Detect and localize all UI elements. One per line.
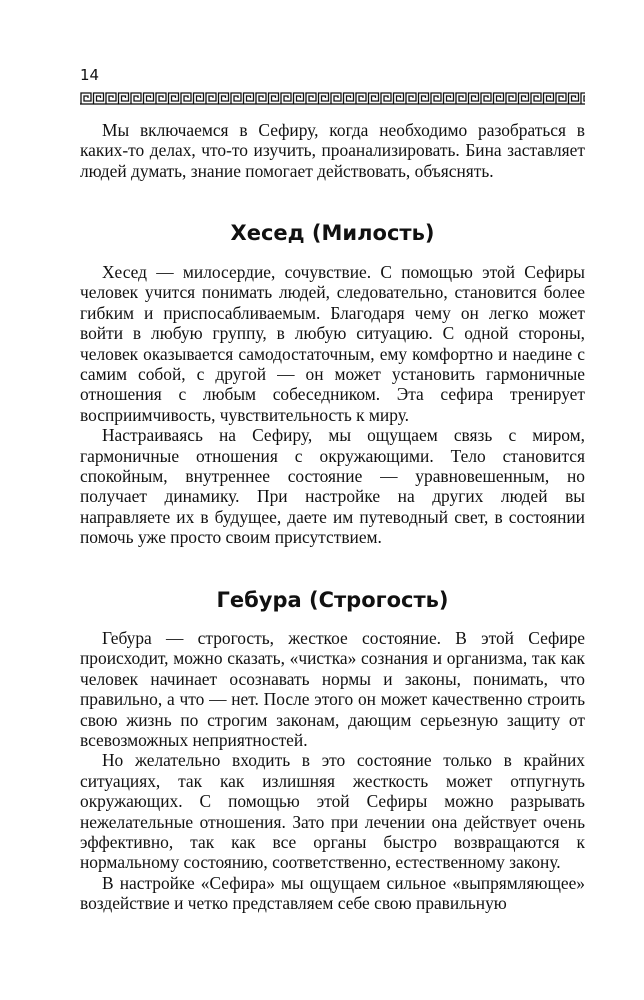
paragraph: Гебура — строгость, жесткое состояние. В этой Сефире происходит, можно сказать, «чистка» сознания и организма, так как человек начинает осознавать нормы и законы, понимать, что правильно, а что — нет. После этого он может качественно строить свою жизнь по строгим законам, дающим серьезную защиту от всевозможных неприятностей. xyxy=(80,628,585,751)
section-heading-gebura: Гебура (Строгость) xyxy=(216,588,449,612)
section-heading-hesed: Хесед (Милость) xyxy=(230,221,435,245)
paragraph: В настройке «Сефира» мы ощущаем сильное «выпрямляющее» воздействие и четко представляем себе свою правильную xyxy=(80,872,585,914)
paragraph: Настраиваясь на Сефиру, мы ощущаем связь с миром, гармоничные отношения с окружающими. Тело становится спокойным, внутреннее состояние — уравновешенным, но получает динамику. При настройке на других людей вы направляете их в будущее, даете им путеводный свет, в состоянии помочь уже просто своим присутствием. xyxy=(80,425,585,548)
paragraph: Мы включаемся в Сефиру, когда необходимо разобраться в каких-то делах, что-то изучить, проанализировать. Бина заставляет людей думать, знание помогает действовать, объяснять. xyxy=(80,120,585,181)
section-gebura-text xyxy=(80,628,585,914)
paragraph: Но желательно входить в это состояние только в крайних ситуациях, так как излишняя жесткость может отпугнуть окружающих. С помощью этой Сефиры можно разрывать нежелательные отношения. Зато при лечении она действует очень эффективно, так как все органы быстро возвращаются к нормальному состоянию, соответственно, естественному закону. xyxy=(80,750,585,873)
page-number: 14 xyxy=(80,66,100,84)
meander-border-ornament xyxy=(80,92,585,105)
section-hesed-text xyxy=(80,262,585,548)
intro-text xyxy=(80,120,585,181)
paragraph: Хесед — милосердие, сочувствие. С помощью этой Сефиры человек учится понимать людей, следовательно, становится более гибким и приспосабливаемым. Благодаря чему он легко может войти в любую группу, в любую ситуацию. С одной стороны, человек оказывается самодостаточным, ему комфортно и наедине с самим собой, с другой — он может установить гармоничные отношения с любым собеседником. Эта сефира тренирует восприимчивость, чувствительность к миру. xyxy=(80,262,585,425)
